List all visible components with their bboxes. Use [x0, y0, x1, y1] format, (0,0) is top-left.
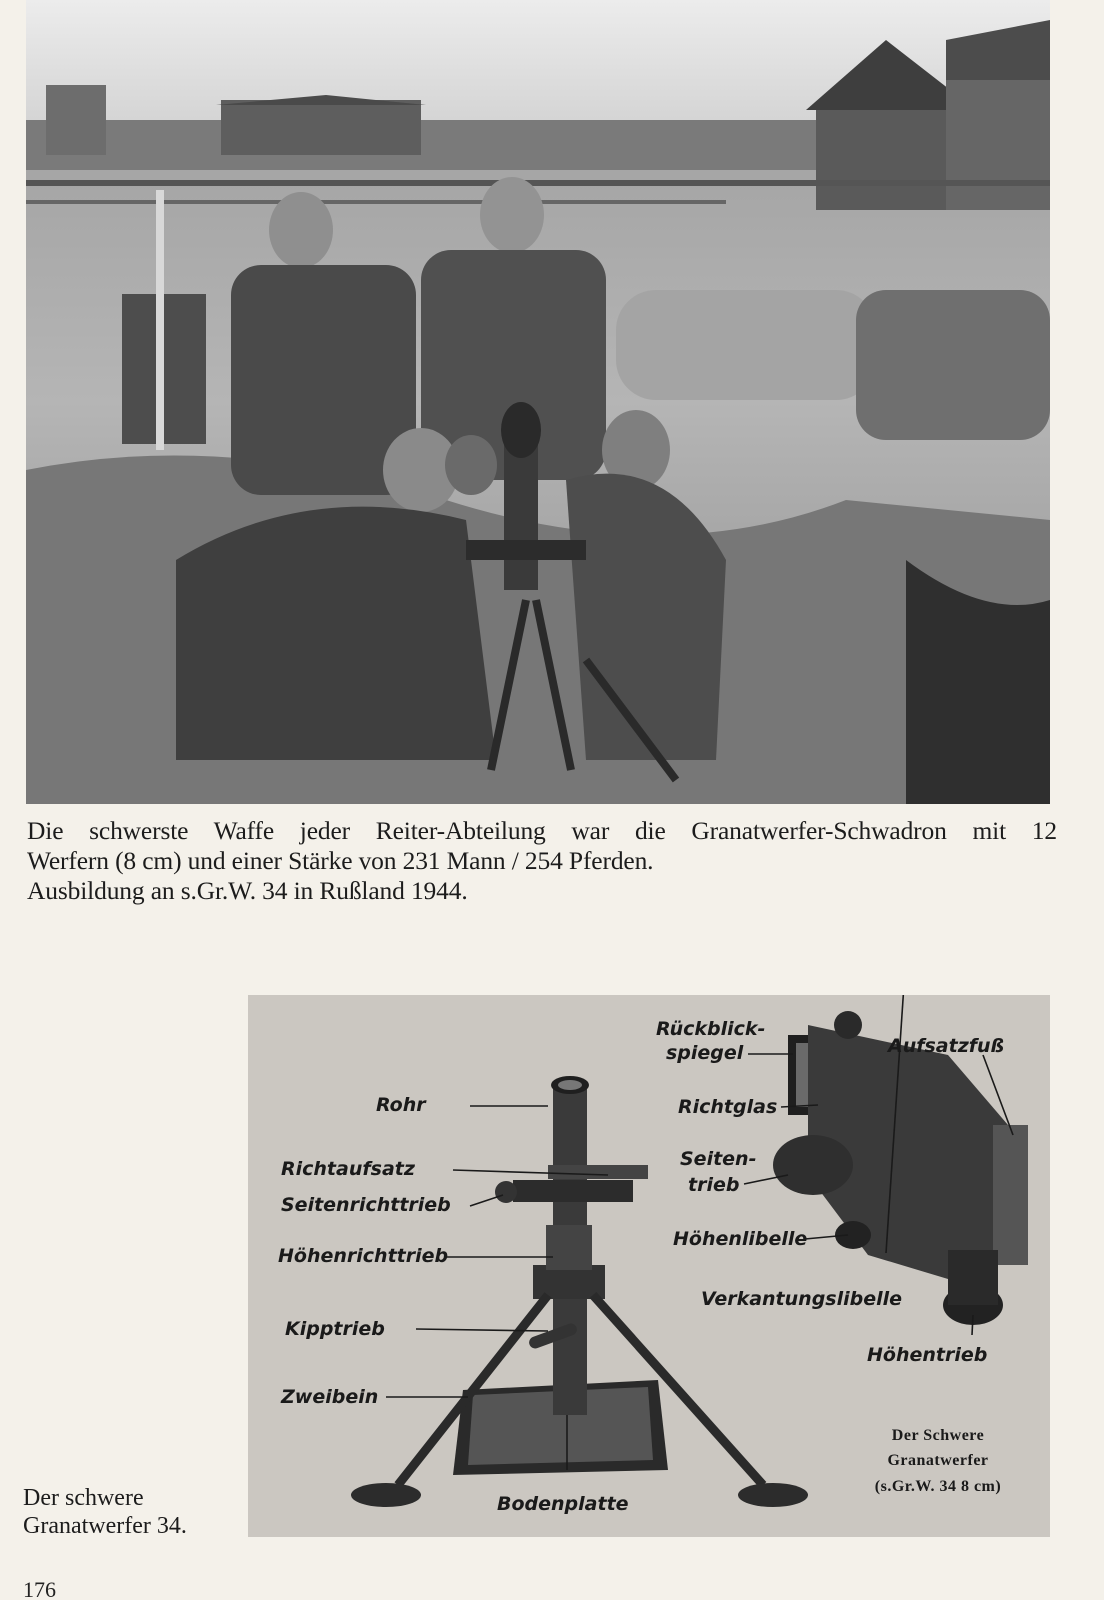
training-photo [26, 0, 1050, 804]
label-hoehenlibelle: Höhenlibelle [673, 1228, 808, 1250]
label-seitentrieb-line-1: Seiten- [680, 1148, 757, 1170]
diagram-caption-line-1: Der schwere [23, 1485, 144, 1511]
diagram-title-line-1: Der Schwere [891, 1427, 985, 1444]
label-zweibein: Zweibein [281, 1386, 379, 1408]
label-rueckblickspiegel-line-1: Rückblick- [656, 1018, 766, 1040]
label-rohr: Rohr [376, 1094, 426, 1116]
label-hoehentrieb: Höhentrieb [867, 1344, 988, 1366]
photo-caption [27, 816, 1057, 906]
label-kipptrieb: Kipptrieb [285, 1318, 385, 1340]
mortar-diagram-drawing [248, 995, 1050, 1537]
photo-caption-line-2: Werfern (8 cm) und einer Stärke von 231 Mann / 254 Pferden. [27, 846, 654, 875]
mortar-diagram [248, 995, 1050, 1537]
label-aufsatzfuss: Aufsatzfuß [888, 1035, 1005, 1057]
diagram-title-line-3: (s.Gr.W. 34 8 cm) [874, 1478, 1002, 1495]
label-bodenplatte: Bodenplatte [497, 1493, 629, 1515]
diagram-caption [23, 1484, 243, 1540]
training-photo-image [26, 0, 1050, 804]
photo-caption-line-1: Die schwerste Waffe jeder Reiter-Abteilung war die Granatwerfer-Schwadron mit 12 [27, 816, 1057, 845]
page-number: 176 [23, 1580, 56, 1600]
label-rueckblickspiegel-line-2: spiegel [666, 1042, 744, 1064]
label-seitentrieb-line-2: trieb [688, 1174, 740, 1196]
diagram-title-line-2: Granatwerfer [887, 1452, 989, 1469]
label-richtaufsatz: Richtaufsatz [281, 1158, 415, 1180]
label-verkantungslibelle: Verkantungslibelle [701, 1288, 903, 1310]
label-richtglas: Richtglas [678, 1096, 778, 1118]
diagram-caption-line-2: Granatwerfer 34. [23, 1513, 187, 1539]
photo-caption-line-3: Ausbildung an s.Gr.W. 34 in Rußland 1944. [27, 876, 468, 905]
label-seitenrichttrieb: Seitenrichttrieb [281, 1194, 451, 1216]
label-hoehenrichttrieb: Höhenrichttrieb [278, 1245, 449, 1267]
